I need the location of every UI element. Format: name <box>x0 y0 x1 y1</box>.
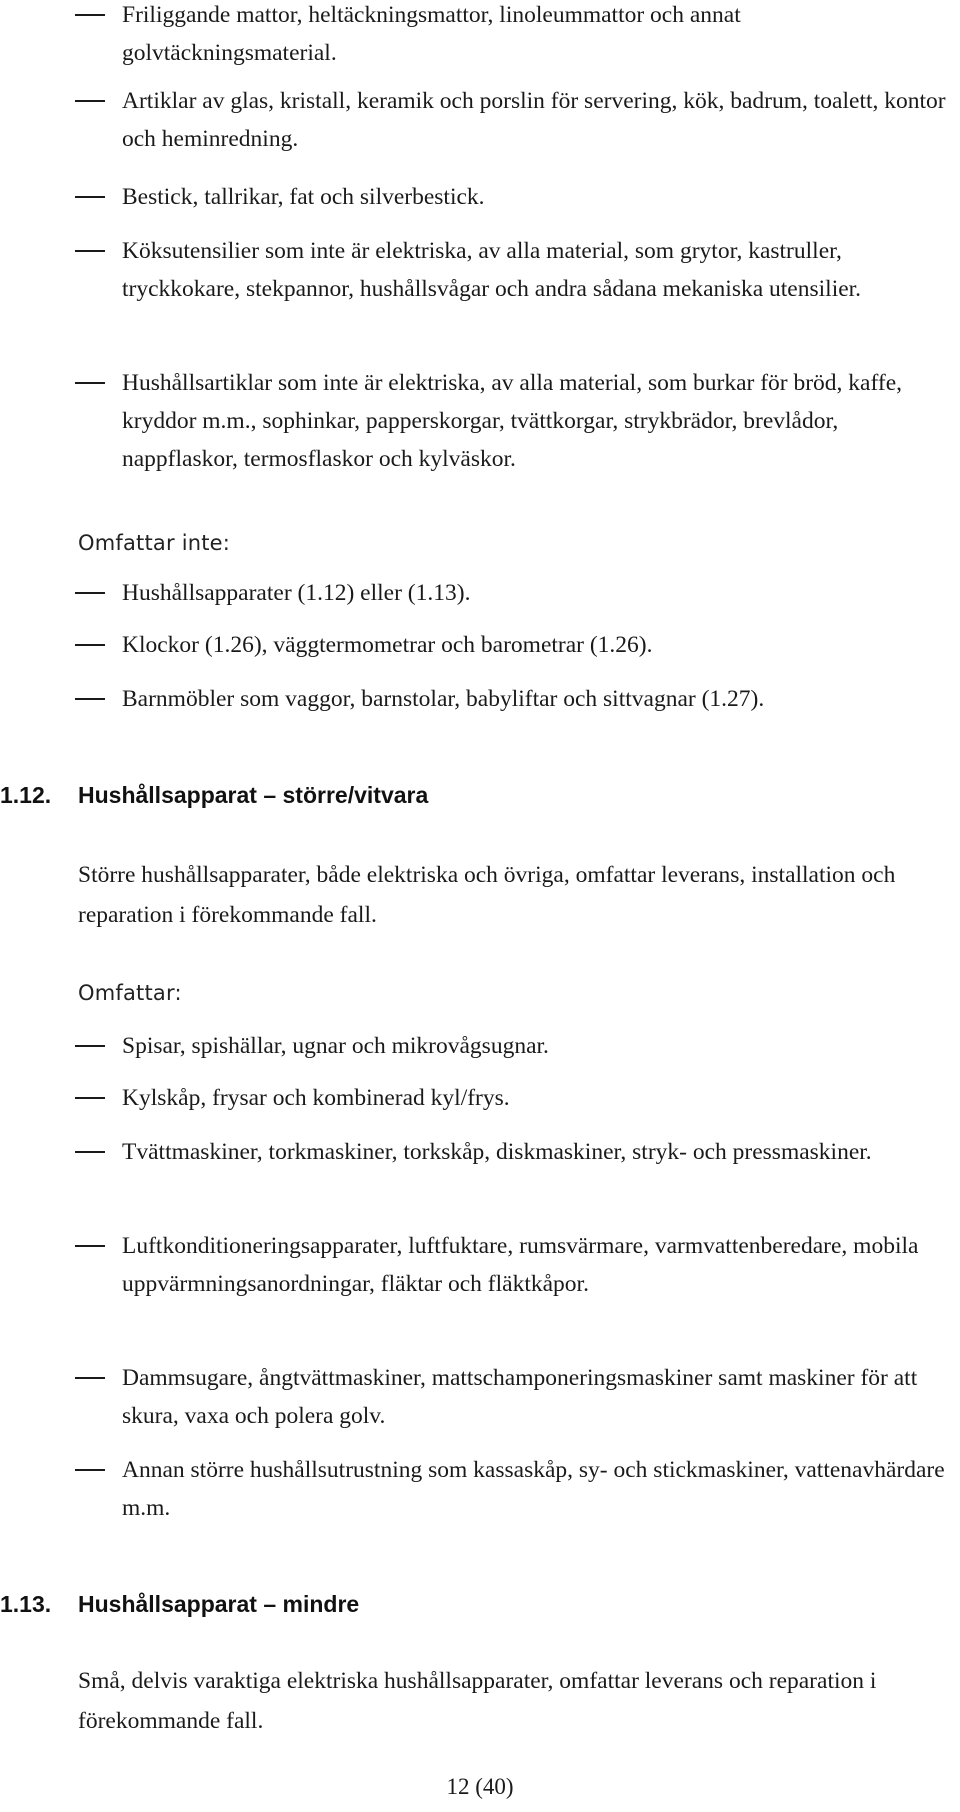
list-item: Artiklar av glas, kristall, keramik och porslin för servering, kök, badrum, toalett, kontor och heminredning. <box>122 82 952 158</box>
section-number: 1.13. <box>0 1591 52 1617</box>
list-item: Spisar, spishällar, ugnar och mikrovågsugnar. <box>122 1027 952 1065</box>
dash-bullet-icon <box>75 382 105 384</box>
dash-bullet-icon <box>75 1151 105 1153</box>
list-item: Tvättmaskiner, torkmaskiner, torkskåp, diskmaskiner, stryk- och pressmaskiner. <box>122 1133 952 1171</box>
page-number: 12 (40) <box>446 1774 514 1799</box>
dash-bullet-icon <box>75 100 105 102</box>
dash-bullet-icon <box>75 698 105 700</box>
section-description: Små, delvis varaktiga elektriska hushållsapparater, omfattar leverans och reparation i förekommande fall. <box>78 1668 877 1734</box>
dash-bullet-icon <box>75 196 105 198</box>
list-item: Kylskåp, frysar och kombinerad kyl/frys. <box>122 1079 952 1117</box>
section-heading-1-12 <box>0 780 428 810</box>
list-item: Köksutensilier som inte är elektriska, av alla material, som grytor, kastruller, tryckkokare, stekpannor, hushållsvågar och andra sådana mekaniska utensilier. <box>122 232 952 308</box>
dash-bullet-icon <box>75 644 105 646</box>
section-number: 1.12. <box>0 782 52 808</box>
dash-bullet-icon <box>75 592 105 594</box>
dash-bullet-icon <box>75 1097 105 1099</box>
section-title: Hushållsapparat – större/vitvara <box>78 782 429 808</box>
dash-bullet-icon <box>75 1245 105 1247</box>
list-item: Hushållsapparater (1.12) eller (1.13). <box>122 574 952 612</box>
dash-bullet-icon <box>75 14 105 16</box>
section-title: Hushållsapparat – mindre <box>78 1591 360 1617</box>
list-item: Hushållsartiklar som inte är elektriska, av alla material, som burkar för bröd, kaffe, kryddor m.m., sophinkar, papperskorgar, tvättkorgar, strykbrädor, brevlådor, nappflaskor, termosflaskor och kylväskor. <box>122 364 952 478</box>
list-item: Bestick, tallrikar, fat och silverbestick. <box>122 178 952 216</box>
dash-bullet-icon <box>75 1377 105 1379</box>
list-item: Barnmöbler som vaggor, barnstolar, babyliftar och sittvagnar (1.27). <box>122 680 952 718</box>
dash-bullet-icon <box>75 1045 105 1047</box>
section-heading-1-13 <box>0 1589 359 1619</box>
section-description: Större hushållsapparater, både elektriska och övriga, omfattar leverans, installation och reparation i förekommande fall. <box>78 862 896 928</box>
list-item: Luftkonditioneringsapparater, luftfuktare, rumsvärmare, varmvattenberedare, mobila uppvärmningsanordningar, fläktar och fläktkåpor. <box>122 1227 952 1303</box>
list-item: Annan större hushållsutrustning som kassaskåp, sy- och stickmaskiner, vattenavhärdare m.m. <box>122 1451 952 1527</box>
dash-bullet-icon <box>75 1469 105 1471</box>
includes-label: Omfattar: <box>78 981 182 1005</box>
list-item: Dammsugare, ångtvättmaskiner, mattschamponeringsmaskiner samt maskiner för att skura, vaxa och polera golv. <box>122 1359 952 1435</box>
list-item: Klockor (1.26), väggtermometrar och barometrar (1.26). <box>122 626 952 664</box>
dash-bullet-icon <box>75 250 105 252</box>
excludes-label: Omfattar inte: <box>78 531 231 555</box>
list-item: Friliggande mattor, heltäckningsmattor, linoleummattor och annat golvtäckningsmaterial. <box>122 0 952 72</box>
